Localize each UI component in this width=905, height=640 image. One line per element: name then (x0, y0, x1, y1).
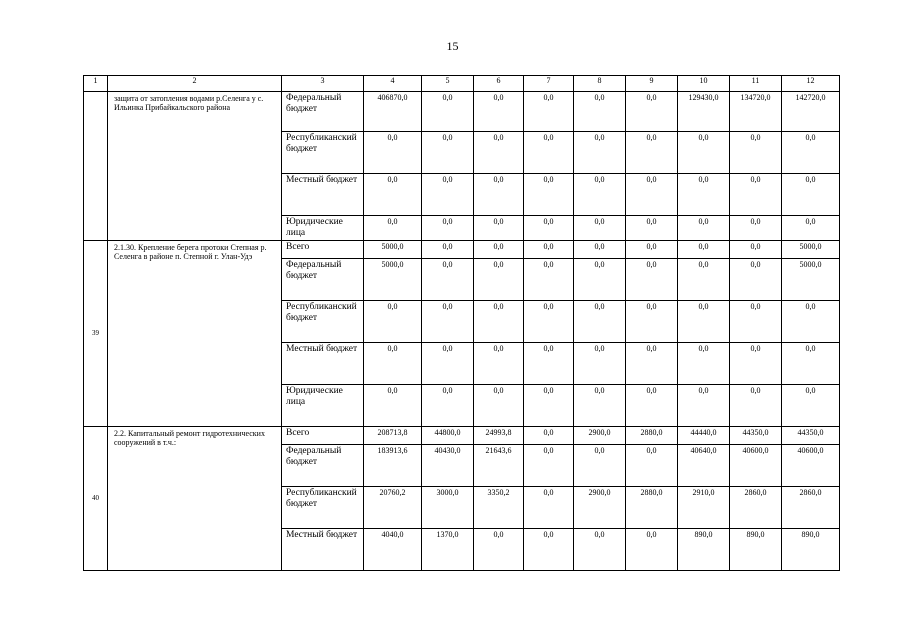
value-cell: 0,0 (574, 528, 626, 570)
value-cell: 0,0 (730, 384, 782, 426)
value-cell: 4040,0 (364, 528, 422, 570)
value-cell: 0,0 (364, 342, 422, 384)
value-cell: 0,0 (524, 258, 574, 300)
value-cell: 890,0 (782, 528, 840, 570)
value-cell: 0,0 (626, 240, 678, 258)
value-cell: 0,0 (422, 240, 474, 258)
value-cell: 0,0 (626, 174, 678, 216)
row-number-cell: 39 (84, 240, 108, 426)
value-cell: 0,0 (730, 240, 782, 258)
header-cell: 9 (626, 76, 678, 92)
value-cell: 0,0 (524, 174, 574, 216)
value-cell: 0,0 (422, 258, 474, 300)
value-cell: 0,0 (626, 300, 678, 342)
funding-source-cell: Федеральный бюджет (282, 92, 364, 132)
value-cell: 20760,2 (364, 486, 422, 528)
value-cell: 40600,0 (782, 444, 840, 486)
value-cell: 0,0 (626, 132, 678, 174)
value-cell: 2900,0 (574, 426, 626, 444)
header-cell: 12 (782, 76, 840, 92)
value-cell: 0,0 (626, 216, 678, 241)
header-cell: 10 (678, 76, 730, 92)
value-cell: 2910,0 (678, 486, 730, 528)
page-number: 15 (446, 39, 459, 53)
value-cell: 5000,0 (364, 240, 422, 258)
value-cell: 0,0 (626, 384, 678, 426)
funding-source-cell: Республиканский бюджет (282, 486, 364, 528)
value-cell: 0,0 (474, 216, 524, 241)
value-cell: 0,0 (422, 92, 474, 132)
value-cell: 2880,0 (626, 426, 678, 444)
value-cell: 0,0 (474, 342, 524, 384)
value-cell: 44350,0 (782, 426, 840, 444)
value-cell: 0,0 (474, 258, 524, 300)
value-cell: 0,0 (574, 342, 626, 384)
funding-source-cell: Федеральный бюджет (282, 444, 364, 486)
value-cell: 44440,0 (678, 426, 730, 444)
value-cell: 0,0 (730, 258, 782, 300)
funding-source-cell: Всего (282, 240, 364, 258)
value-cell: 0,0 (626, 444, 678, 486)
value-cell: 0,0 (678, 342, 730, 384)
value-cell: 0,0 (730, 342, 782, 384)
value-cell: 183913,6 (364, 444, 422, 486)
value-cell: 0,0 (678, 216, 730, 241)
value-cell: 0,0 (524, 426, 574, 444)
value-cell: 0,0 (422, 216, 474, 241)
value-cell: 40640,0 (678, 444, 730, 486)
value-cell: 0,0 (524, 92, 574, 132)
value-cell: 0,0 (422, 300, 474, 342)
header-cell: 1 (84, 76, 108, 92)
value-cell: 0,0 (574, 132, 626, 174)
value-cell: 406870,0 (364, 92, 422, 132)
value-cell: 0,0 (574, 258, 626, 300)
value-cell: 0,0 (678, 240, 730, 258)
value-cell: 2860,0 (730, 486, 782, 528)
value-cell: 24993,8 (474, 426, 524, 444)
funding-source-cell: Республиканский бюджет (282, 300, 364, 342)
value-cell: 0,0 (730, 174, 782, 216)
value-cell: 0,0 (364, 216, 422, 241)
value-cell: 134720,0 (730, 92, 782, 132)
value-cell: 0,0 (574, 174, 626, 216)
value-cell: 5000,0 (782, 258, 840, 300)
value-cell: 40600,0 (730, 444, 782, 486)
value-cell: 2860,0 (782, 486, 840, 528)
value-cell: 0,0 (678, 384, 730, 426)
value-cell: 0,0 (626, 342, 678, 384)
value-cell: 0,0 (474, 384, 524, 426)
header-cell: 11 (730, 76, 782, 92)
value-cell: 44350,0 (730, 426, 782, 444)
row-number-cell: 40 (84, 426, 108, 570)
measure-description-cell: 2.1.30. Крепление берега протоки Степная р. Селенга в районе п. Степной г. Улан-Удэ (108, 240, 282, 426)
value-cell: 0,0 (782, 342, 840, 384)
funding-source-cell: Республиканский бюджет (282, 132, 364, 174)
value-cell: 0,0 (524, 342, 574, 384)
funding-source-cell: Всего (282, 426, 364, 444)
row-number-cell (84, 92, 108, 241)
value-cell: 0,0 (782, 216, 840, 241)
value-cell: 0,0 (524, 240, 574, 258)
value-cell: 890,0 (678, 528, 730, 570)
value-cell: 0,0 (422, 174, 474, 216)
value-cell: 0,0 (782, 300, 840, 342)
header-cell: 5 (422, 76, 474, 92)
table-body (84, 76, 840, 571)
value-cell: 0,0 (524, 528, 574, 570)
header-cell: 4 (364, 76, 422, 92)
value-cell: 0,0 (364, 384, 422, 426)
value-cell: 0,0 (574, 384, 626, 426)
funding-source-cell: Юридические лица (282, 216, 364, 241)
value-cell: 0,0 (474, 528, 524, 570)
funding-source-cell: Местный бюджет (282, 528, 364, 570)
value-cell: 40430,0 (422, 444, 474, 486)
value-cell: 5000,0 (782, 240, 840, 258)
measure-description-cell: 2.2. Капитальный ремонт гидротехнических сооружений в т.ч.: (108, 426, 282, 570)
value-cell: 0,0 (782, 384, 840, 426)
value-cell: 0,0 (574, 92, 626, 132)
value-cell: 0,0 (626, 258, 678, 300)
value-cell: 0,0 (474, 92, 524, 132)
value-cell: 2900,0 (574, 486, 626, 528)
funding-source-cell: Местный бюджет (282, 174, 364, 216)
value-cell: 0,0 (364, 132, 422, 174)
value-cell: 0,0 (422, 342, 474, 384)
value-cell: 0,0 (422, 132, 474, 174)
value-cell: 3350,2 (474, 486, 524, 528)
value-cell: 0,0 (574, 300, 626, 342)
value-cell: 0,0 (626, 92, 678, 132)
value-cell: 208713,8 (364, 426, 422, 444)
value-cell: 0,0 (678, 258, 730, 300)
table-row (84, 240, 840, 258)
value-cell: 0,0 (574, 444, 626, 486)
value-cell: 0,0 (422, 384, 474, 426)
measure-description-cell: защита от затопления водами р.Селенга у с. Ильинка Прибайкальского района (108, 92, 282, 241)
value-cell: 0,0 (524, 486, 574, 528)
value-cell: 0,0 (678, 174, 730, 216)
value-cell: 44800,0 (422, 426, 474, 444)
value-cell: 0,0 (574, 216, 626, 241)
value-cell: 0,0 (730, 300, 782, 342)
table-row (84, 92, 840, 132)
value-cell: 0,0 (524, 300, 574, 342)
value-cell: 0,0 (474, 240, 524, 258)
header-row (84, 76, 840, 92)
value-cell: 142720,0 (782, 92, 840, 132)
value-cell: 0,0 (524, 384, 574, 426)
value-cell: 129430,0 (678, 92, 730, 132)
value-cell: 0,0 (364, 174, 422, 216)
funding-source-cell: Юридические лица (282, 384, 364, 426)
value-cell: 890,0 (730, 528, 782, 570)
budget-table (83, 75, 840, 571)
header-cell: 8 (574, 76, 626, 92)
value-cell: 0,0 (364, 300, 422, 342)
value-cell: 0,0 (730, 216, 782, 241)
header-cell: 3 (282, 76, 364, 92)
header-cell: 6 (474, 76, 524, 92)
value-cell: 2880,0 (626, 486, 678, 528)
table-row (84, 426, 840, 444)
value-cell: 0,0 (574, 240, 626, 258)
value-cell: 0,0 (678, 132, 730, 174)
value-cell: 0,0 (782, 132, 840, 174)
value-cell: 0,0 (474, 174, 524, 216)
value-cell: 0,0 (678, 300, 730, 342)
value-cell: 0,0 (524, 444, 574, 486)
value-cell: 21643,6 (474, 444, 524, 486)
funding-source-cell: Местный бюджет (282, 342, 364, 384)
value-cell: 0,0 (626, 528, 678, 570)
funding-source-cell: Федеральный бюджет (282, 258, 364, 300)
value-cell: 0,0 (782, 174, 840, 216)
value-cell: 3000,0 (422, 486, 474, 528)
header-cell: 7 (524, 76, 574, 92)
value-cell: 0,0 (524, 132, 574, 174)
value-cell: 0,0 (524, 216, 574, 241)
value-cell: 0,0 (730, 132, 782, 174)
value-cell: 5000,0 (364, 258, 422, 300)
value-cell: 0,0 (474, 300, 524, 342)
value-cell: 1370,0 (422, 528, 474, 570)
value-cell: 0,0 (474, 132, 524, 174)
header-cell: 2 (108, 76, 282, 92)
